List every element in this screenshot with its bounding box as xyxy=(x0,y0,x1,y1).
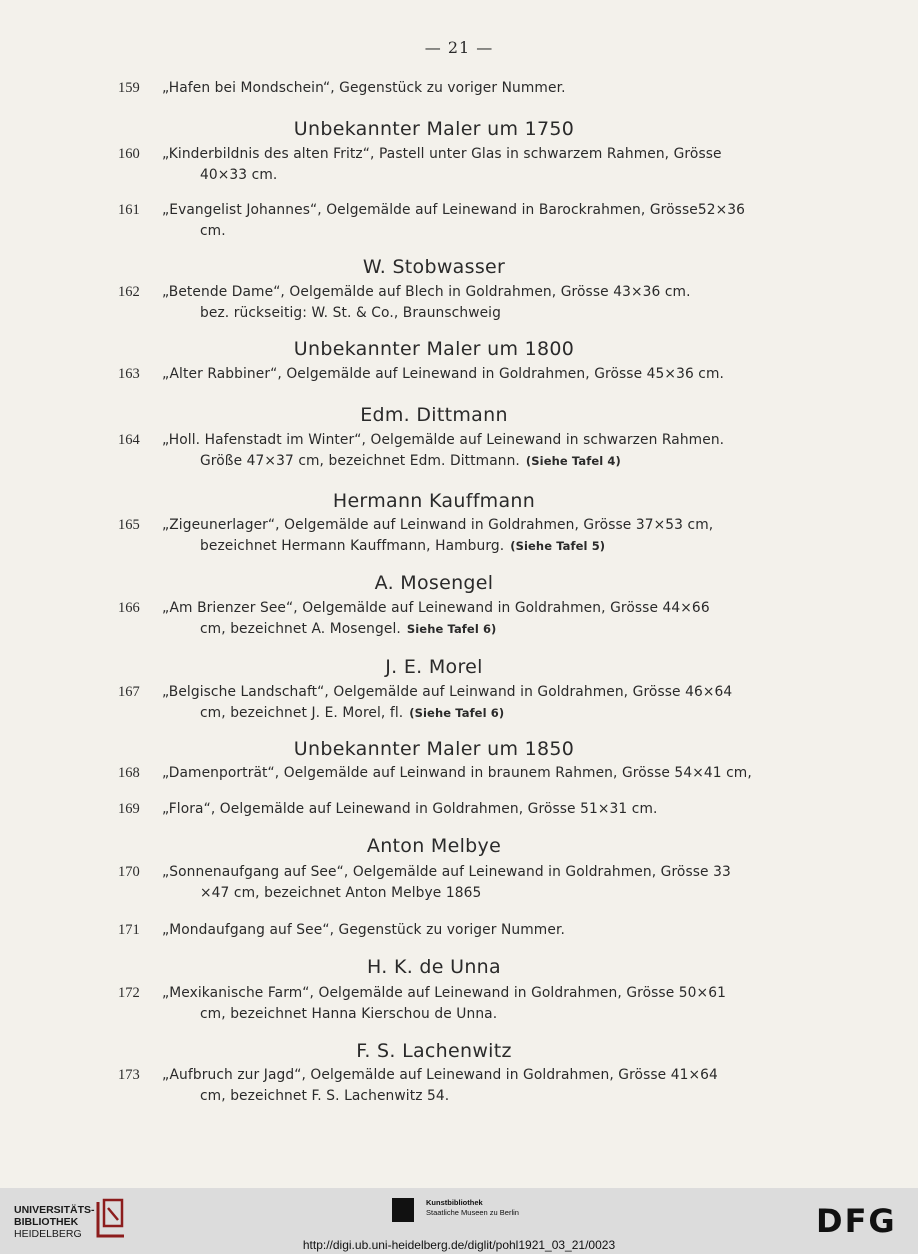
entry-number: 172 xyxy=(118,985,140,1001)
artist-heading: Edm. Dittmann xyxy=(360,404,508,426)
entry-text: „Zigeunerlager“, Oelgemälde auf Leinwand in Goldrahmen, Grösse 37×53 cm, xyxy=(162,517,714,533)
artist-heading: Unbekannter Maler um 1800 xyxy=(293,338,575,360)
artist-heading: Anton Melbye xyxy=(366,835,502,857)
entry-description xyxy=(162,922,762,938)
entry-number: 162 xyxy=(118,284,140,300)
entry-description xyxy=(162,366,762,382)
artist-heading: Unbekannter Maler um 1850 xyxy=(293,738,575,760)
entry-description xyxy=(162,284,762,300)
entry-description xyxy=(162,432,762,448)
entry-description xyxy=(162,985,762,1001)
artist-heading: W. Stobwasser xyxy=(362,256,506,278)
ub-line-2: BIBLIOTHEK xyxy=(14,1216,79,1228)
entry-text: cm. xyxy=(200,223,226,239)
entry-text: „Aufbruch zur Jagd“, Oelgemälde auf Leinewand in Goldrahmen, Grösse 41×64 xyxy=(162,1067,718,1083)
entry-description xyxy=(162,684,762,700)
entry-text: „Mondaufgang auf See“, Gegenstück zu voriger Nummer. xyxy=(162,922,565,938)
entry-text: „Evangelist Johannes“, Oelgemälde auf Leinewand in Barockrahmen, Grösse52×36 xyxy=(162,202,745,218)
artist-heading: J. E. Morel xyxy=(385,656,483,678)
entry-text: „Kinderbildnis des alten Fritz“, Pastell unter Glas in schwarzem Rahmen, Grösse xyxy=(162,146,722,162)
entry-text: Größe 47×37 cm, bezeichnet Edm. Dittmann. xyxy=(200,453,520,469)
entry-number: 170 xyxy=(118,864,140,880)
entry-number: 166 xyxy=(118,600,140,616)
kunstbibliothek-emblem-icon xyxy=(392,1198,414,1222)
page-number: — 21 — xyxy=(424,38,494,57)
artist-heading: F. S. Lachenwitz xyxy=(356,1040,512,1062)
entry-description-continued xyxy=(200,167,800,183)
entry-number: 161 xyxy=(118,202,140,218)
entry-description-continued xyxy=(200,885,800,901)
entry-number: 164 xyxy=(118,432,140,448)
ub-heidelberg-logo-text[interactable] xyxy=(14,1204,95,1240)
artist-heading: H. K. de Unna xyxy=(367,956,501,978)
ub-line-3: HEIDELBERG xyxy=(14,1228,82,1240)
entry-number: 167 xyxy=(118,684,140,700)
entry-description xyxy=(162,600,762,616)
entry-text: „Am Brienzer See“, Oelgemälde auf Leinewand in Goldrahmen, Grösse 44×66 xyxy=(162,600,710,616)
entry-description-continued xyxy=(200,1088,800,1104)
entry-description-continued xyxy=(200,305,800,321)
entry-description xyxy=(162,80,762,96)
entry-text: cm, bezeichnet A. Mosengel. xyxy=(200,621,401,637)
entry-number: 165 xyxy=(118,517,140,533)
entry-description xyxy=(162,801,762,817)
dfg-logo[interactable]: DFG xyxy=(816,1202,897,1240)
ub-line-1: UNIVERSITÄTS- xyxy=(14,1204,95,1216)
entry-text: ×47 cm, bezeichnet Anton Melbye 1865 xyxy=(200,885,482,901)
entry-text: cm, bezeichnet F. S. Lachenwitz 54. xyxy=(200,1088,450,1104)
artist-heading: Hermann Kauffmann xyxy=(332,490,536,512)
permalink-url[interactable]: http://digi.ub.uni-heidelberg.de/diglit/pohl1921_03_21/0023 xyxy=(302,1238,616,1252)
artist-heading: Unbekannter Maler um 1750 xyxy=(293,118,575,140)
entry-description xyxy=(162,517,762,533)
entry-description xyxy=(162,146,762,162)
entry-text: „Damenporträt“, Oelgemälde auf Leinwand in braunem Rahmen, Grösse 54×41 cm, xyxy=(162,765,752,781)
entry-description-continued xyxy=(200,705,800,721)
entry-number: 173 xyxy=(118,1067,140,1083)
entry-text: 40×33 cm. xyxy=(200,167,278,183)
entry-text: bez. rückseitig: W. St. & Co., Braunschweig xyxy=(200,305,501,321)
entry-text: „Belgische Landschaft“, Oelgemälde auf Leinwand in Goldrahmen, Grösse 46×64 xyxy=(162,684,733,700)
ub-heidelberg-emblem-icon xyxy=(94,1196,128,1240)
entry-number: 171 xyxy=(118,922,140,938)
entry-number: 168 xyxy=(118,765,140,781)
plate-reference: Siehe Tafel 6) xyxy=(406,622,497,636)
kb-subtitle: Staatliche Museen zu Berlin xyxy=(426,1208,519,1217)
entry-number: 169 xyxy=(118,801,140,817)
entry-description-continued xyxy=(200,453,800,469)
artist-heading: A. Mosengel xyxy=(374,572,494,594)
entry-description-continued xyxy=(200,223,800,239)
plate-reference: (Siehe Tafel 6) xyxy=(409,706,505,720)
entry-description-continued xyxy=(200,538,800,554)
kb-title: Kunstbibliothek xyxy=(426,1198,483,1207)
plate-reference: (Siehe Tafel 4) xyxy=(525,454,621,468)
entry-description xyxy=(162,202,762,218)
entry-text: „Alter Rabbiner“, Oelgemälde auf Leinewand in Goldrahmen, Grösse 45×36 cm. xyxy=(162,366,725,382)
entry-description-continued xyxy=(200,621,800,637)
entry-text: „Sonnenaufgang auf See“, Oelgemälde auf Leinewand in Goldrahmen, Grösse 33 xyxy=(162,864,731,880)
entry-text: „Holl. Hafenstadt im Winter“, Oelgemälde auf Leinewand in schwarzen Rahmen. xyxy=(162,432,725,448)
entry-text: „Flora“, Oelgemälde auf Leinewand in Goldrahmen, Grösse 51×31 cm. xyxy=(162,801,658,817)
entry-description xyxy=(162,1067,762,1083)
entry-text: „Betende Dame“, Oelgemälde auf Blech in Goldrahmen, Grösse 43×36 cm. xyxy=(162,284,691,300)
entry-text: cm, bezeichnet Hanna Kierschou de Unna. xyxy=(200,1006,498,1022)
entry-description xyxy=(162,864,762,880)
entry-number: 163 xyxy=(118,366,140,382)
plate-reference: (Siehe Tafel 5) xyxy=(510,539,606,553)
entry-description-continued xyxy=(200,1006,800,1022)
entry-text: cm, bezeichnet J. E. Morel, fl. xyxy=(200,705,404,721)
entry-text: bezeichnet Hermann Kauffmann, Hamburg. xyxy=(200,538,505,554)
entry-number: 159 xyxy=(118,80,140,96)
entry-number: 160 xyxy=(118,146,140,162)
entry-description xyxy=(162,765,762,781)
entry-text: „Hafen bei Mondschein“, Gegenstück zu voriger Nummer. xyxy=(162,80,566,96)
entry-text: „Mexikanische Farm“, Oelgemälde auf Leinewand in Goldrahmen, Grösse 50×61 xyxy=(162,985,726,1001)
footer-bar xyxy=(0,1188,918,1254)
